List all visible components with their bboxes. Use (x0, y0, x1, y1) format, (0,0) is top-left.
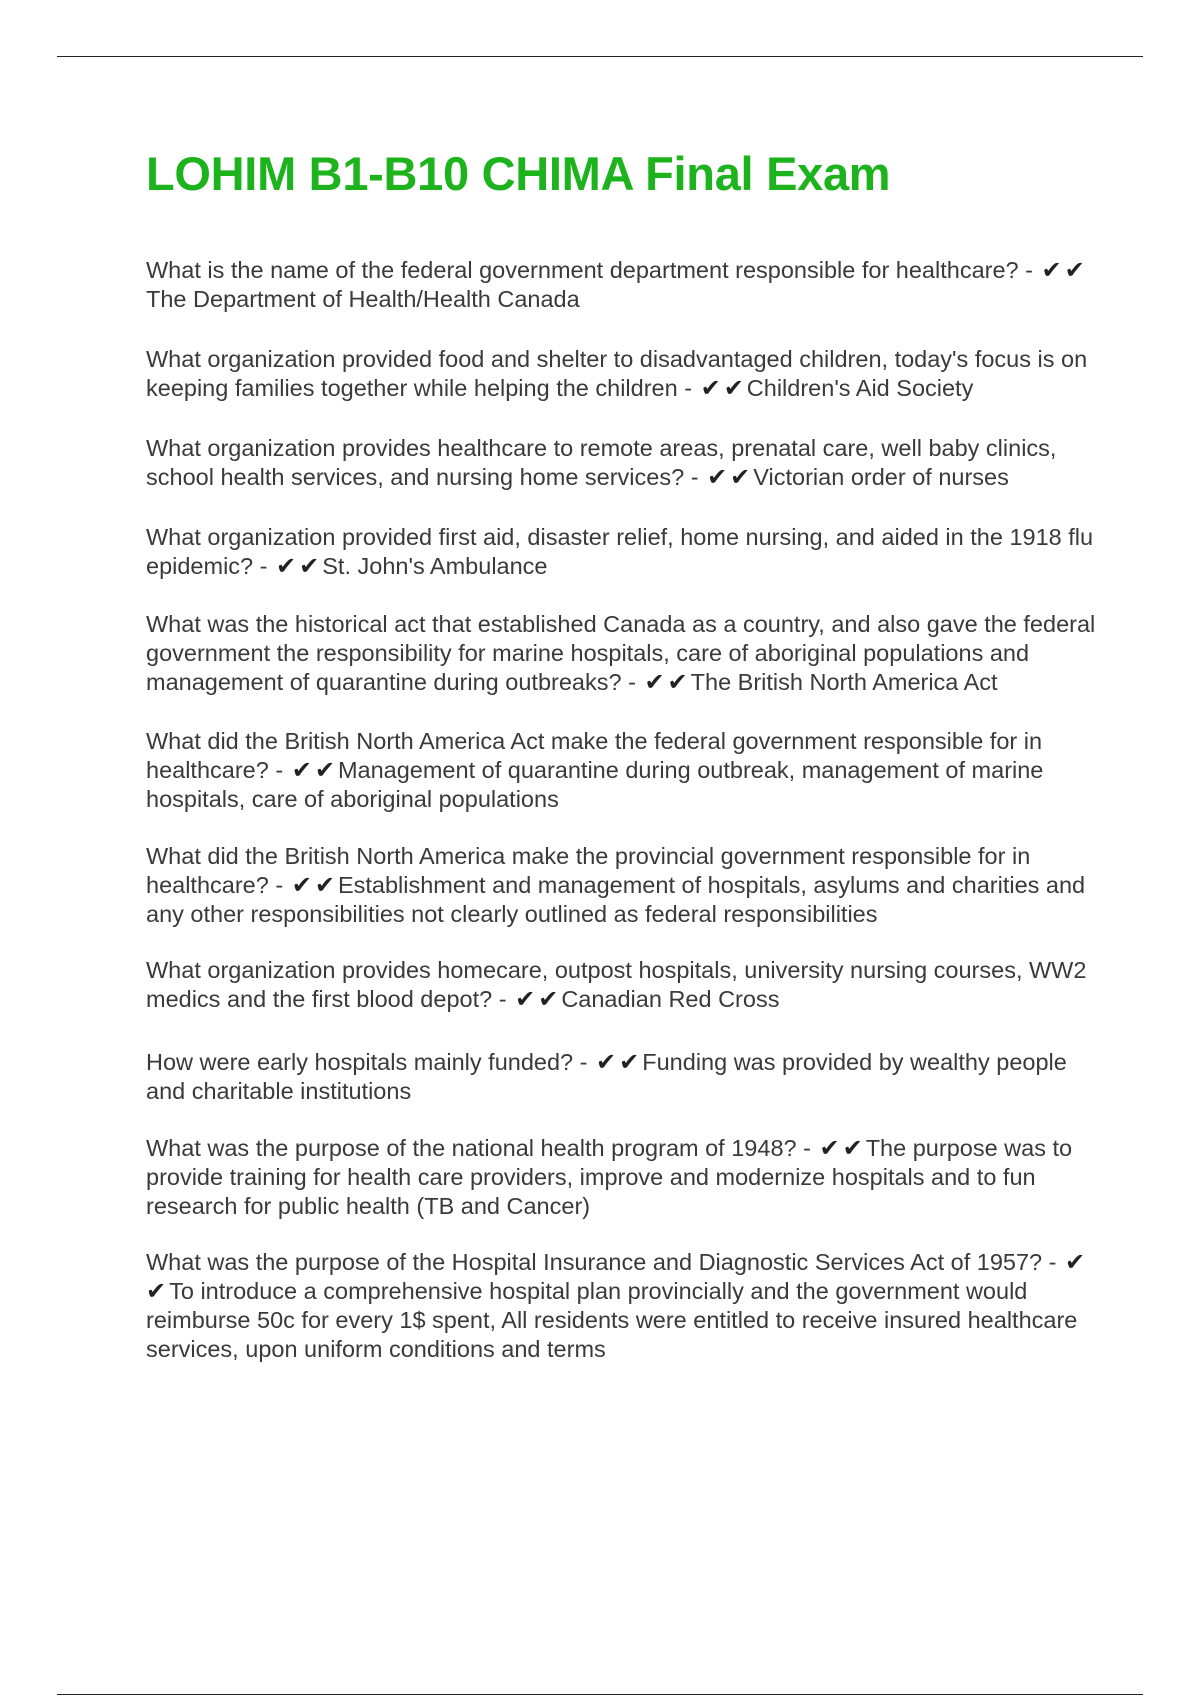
check-icon: ✔ (723, 375, 744, 402)
check-icon: ✔ (276, 553, 297, 580)
separator: - (573, 1049, 595, 1075)
qa-item (146, 610, 1096, 697)
check-icon: ✔ (842, 1135, 863, 1162)
question-text: What was the purpose of the national health program of 1948? (146, 1135, 797, 1161)
page-title: LOHIM B1-B10 CHIMA Final Exam (146, 147, 891, 200)
question-text: What is the name of the federal government department responsible for healthcare? (146, 257, 1019, 283)
separator: - (253, 553, 275, 579)
answer-text: To introduce a comprehensive hospital plan provincially and the government would reimburse 50c for every 1$ spent, All residents were entitled to receive insured healthcare services, upon uniform conditions and terms (146, 1278, 1078, 1362)
question-text: What did the British North America make the provincial government responsible for in healthcare? (146, 843, 1031, 898)
qa-item (146, 523, 1096, 581)
question-text: How were early hospitals mainly funded? (146, 1049, 574, 1075)
question-text: What was the purpose of the Hospital Insurance and Diagnostic Services Act of 1957? (146, 1249, 1043, 1275)
separator: - (1018, 257, 1040, 283)
check-icon: ✔ (515, 986, 536, 1013)
check-icon: ✔ (291, 872, 312, 899)
answer-text: Canadian Red Cross (561, 986, 780, 1012)
answer-text: The purpose was to provide training for health care providers, improve and modernize hospitals and to fun research for public health (TB and Cancer) (146, 1135, 1073, 1219)
separator: - (268, 757, 290, 783)
check-icon: ✔ (146, 1278, 167, 1305)
check-icon: ✔ (538, 986, 559, 1013)
answer-text: Victorian order of nurses (753, 464, 1009, 490)
question-text: What organization provided first aid, disaster relief, home nursing, and aided in the 1918 flu epidemic? (146, 524, 1094, 579)
separator: - (1042, 1249, 1064, 1275)
check-icon: ✔ (314, 872, 335, 899)
answer-text: The Department of Health/Health Canada (146, 286, 580, 312)
check-icon: ✔ (730, 464, 751, 491)
question-text: What organization provided food and shelter to disadvantaged children, today's focus is on keeping families together while helping the children (146, 346, 1088, 401)
qa-item (146, 842, 1096, 929)
answer-text: Management of quarantine during outbreak, management of marine hospitals, care of aboriginal populations (146, 757, 1044, 812)
answer-text: St. John's Ambulance (322, 553, 548, 579)
qa-item (146, 1048, 1096, 1106)
qa-item (146, 345, 1096, 403)
check-icon: ✔ (1064, 257, 1085, 284)
answer-text: Establishment and management of hospitals, asylums and charities and any other responsibilities not clearly outlined as federal responsibilities (146, 872, 1086, 927)
question-text: What organization provides homecare, outpost hospitals, university nursing courses, WW2 medics and the first blood depot? (146, 957, 1087, 1012)
qa-item (146, 1134, 1096, 1221)
check-icon: ✔ (819, 1135, 840, 1162)
qa-item (146, 956, 1096, 1014)
separator: - (268, 872, 290, 898)
question-text: What did the British North America Act make the federal government responsible for in healthcare? (146, 728, 1043, 783)
separator: - (492, 986, 514, 1012)
check-icon: ✔ (1065, 1249, 1086, 1276)
check-icon: ✔ (619, 1049, 640, 1076)
check-icon: ✔ (700, 375, 721, 402)
qa-item (146, 1248, 1096, 1364)
check-icon: ✔ (1041, 257, 1062, 284)
top-rule (57, 56, 1143, 57)
qa-item (146, 434, 1096, 492)
answer-text: Funding was provided by wealthy people and charitable institutions (146, 1049, 1067, 1104)
answer-text: Children's Aid Society (746, 375, 974, 401)
check-icon: ✔ (667, 669, 688, 696)
check-icon: ✔ (644, 669, 665, 696)
check-icon: ✔ (314, 757, 335, 784)
separator: - (621, 669, 643, 695)
qa-item (146, 727, 1096, 814)
check-icon: ✔ (299, 553, 320, 580)
question-text: What was the historical act that established Canada as a country, and also gave the federal government the responsibility for marine hospitals, care of aboriginal populations and management of quarantine during outbreaks? (146, 611, 1096, 695)
qa-item (146, 256, 1096, 314)
check-icon: ✔ (291, 757, 312, 784)
bottom-rule (57, 1694, 1143, 1695)
separator: - (684, 464, 706, 490)
check-icon: ✔ (707, 464, 728, 491)
question-text: What organization provides healthcare to remote areas, prenatal care, well baby clinics, school health services, and nursing home services? (146, 435, 1057, 490)
answer-text: The British North America Act (690, 669, 998, 695)
separator: - (677, 375, 699, 401)
separator: - (796, 1135, 818, 1161)
check-icon: ✔ (596, 1049, 617, 1076)
